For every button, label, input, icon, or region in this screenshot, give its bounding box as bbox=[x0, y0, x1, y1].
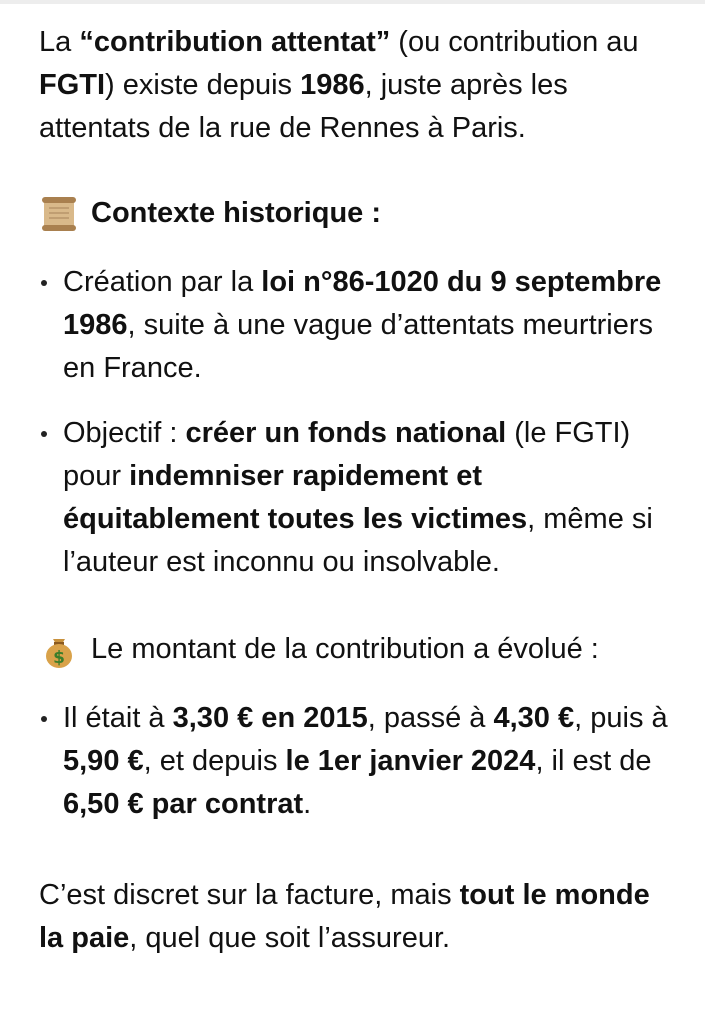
bullet-text: , suite à une vague d’attentats meurtriers en France. bbox=[63, 309, 654, 384]
bullet-text: , passé à bbox=[367, 702, 494, 734]
bullet-bold: 6,50 € par contrat bbox=[63, 788, 304, 820]
list-item bbox=[39, 697, 679, 826]
bullet-text: Objectif : bbox=[63, 417, 186, 449]
intro-text-4: , juste après les attentats de la rue de Rennes à Paris. bbox=[39, 69, 568, 144]
intro-bold-contribution: “contribution attentat” bbox=[79, 26, 391, 58]
outro-paragraph bbox=[39, 874, 679, 960]
top-divider bbox=[0, 0, 705, 4]
intro-paragraph bbox=[39, 21, 679, 150]
svg-text:$: $ bbox=[53, 647, 65, 668]
amount-heading-text: Le montant de la contribution a évolué : bbox=[91, 633, 599, 665]
bullet-bold: loi n°86-1020 du 9 septembre 1986 bbox=[63, 266, 662, 341]
outro-text-2: , quel que soit l’assureur. bbox=[129, 922, 451, 954]
bullet-bold: indemniser rapidement et équitablement toutes les victimes bbox=[63, 460, 528, 535]
section-heading-amount bbox=[39, 628, 679, 671]
bullet-text: , même si l’auteur est inconnu ou insolvable. bbox=[63, 503, 653, 578]
message-content bbox=[39, 21, 679, 960]
scroll-icon bbox=[39, 194, 79, 234]
bullet-text: . bbox=[303, 788, 312, 820]
section-heading-context bbox=[39, 192, 679, 235]
bullet-bold: le 1er janvier 2024 bbox=[285, 745, 536, 777]
list-item bbox=[39, 412, 679, 584]
context-heading-text: Contexte historique : bbox=[91, 197, 382, 229]
bullet-text: , et depuis bbox=[143, 745, 286, 777]
money-bag-icon bbox=[39, 630, 79, 670]
amount-list bbox=[39, 697, 679, 826]
bullet-text: Création par la bbox=[63, 266, 262, 298]
bullet-text: (le FGTI) pour bbox=[63, 417, 631, 492]
bullet-text: , il est de bbox=[535, 745, 652, 777]
bullet-bold: 5,90 € bbox=[63, 745, 144, 777]
intro-bold-fgti: FGTI bbox=[39, 69, 106, 101]
outro-bold: tout le monde la paie bbox=[39, 879, 650, 954]
intro-text-3: ) existe depuis bbox=[105, 69, 301, 101]
bullet-text: Il était à bbox=[63, 702, 173, 734]
bullet-bold: 4,30 € bbox=[493, 702, 575, 734]
bullet-bold: créer un fonds national bbox=[185, 417, 507, 449]
bullet-text: , puis à bbox=[574, 702, 668, 734]
intro-bold-year: 1986 bbox=[300, 69, 365, 101]
context-list bbox=[39, 261, 679, 584]
outro-text-1: C’est discret sur la facture, mais bbox=[39, 879, 460, 911]
bullet-bold: 3,30 € en 2015 bbox=[172, 702, 368, 734]
list-item bbox=[39, 261, 679, 390]
intro-text-1: La bbox=[39, 26, 80, 58]
intro-text-2: (ou contribution au bbox=[390, 26, 639, 58]
